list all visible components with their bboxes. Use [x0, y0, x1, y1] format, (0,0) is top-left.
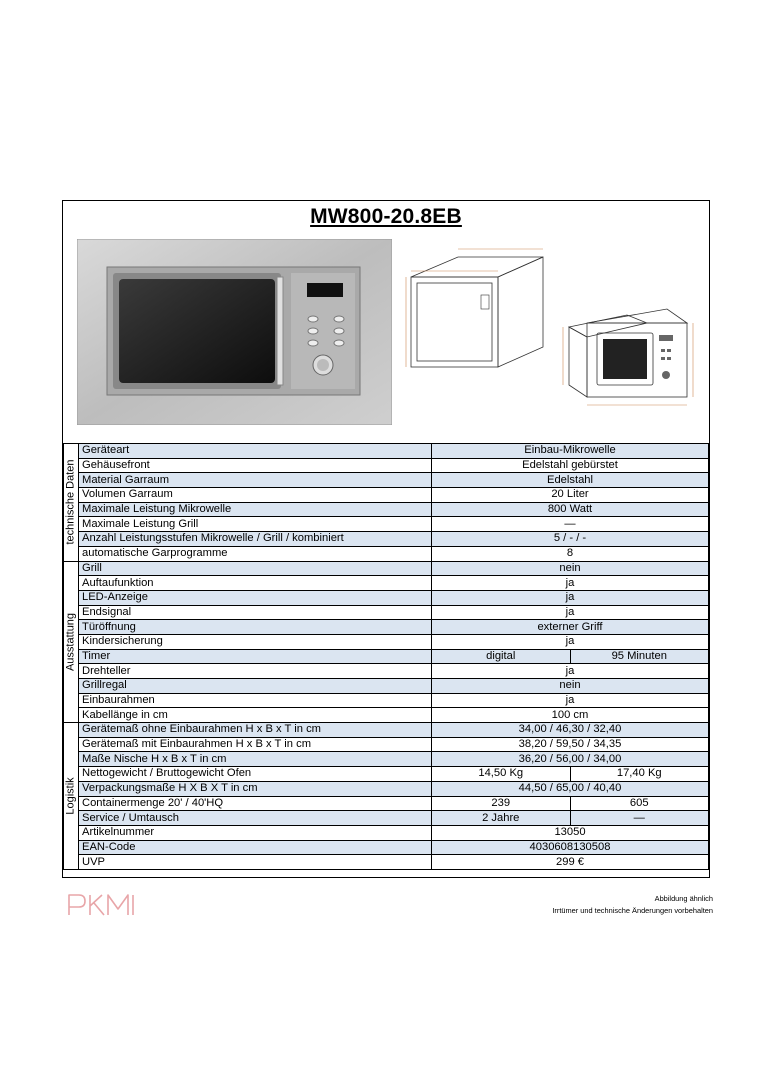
section-label-equipment: Ausstattung — [64, 561, 79, 723]
table-row — [64, 825, 709, 840]
table-row — [64, 458, 709, 473]
footer-note-image: Abbildung ähnlich — [654, 894, 713, 903]
table-row — [64, 576, 709, 591]
row-label: Service / Umtausch — [79, 811, 432, 826]
row-value-2: 605 — [570, 796, 709, 811]
table-row — [64, 532, 709, 547]
product-title: MW800-20.8EB — [310, 205, 462, 228]
footer-note-disclaimer: Irrtümer und technische Änderungen vorbehalten — [552, 906, 713, 915]
section-label-tech: technische Daten — [64, 444, 79, 562]
table-row — [64, 693, 709, 708]
row-label: Endsignal — [79, 605, 432, 620]
row-value-2: — — [570, 811, 709, 826]
row-label: Einbaurahmen — [79, 693, 432, 708]
row-label: Timer — [79, 649, 432, 664]
row-value: ja — [432, 693, 709, 708]
row-value: 34,00 / 46,30 / 32,40 — [432, 723, 709, 738]
row-label: LED-Anzeige — [79, 590, 432, 605]
niche-dimension-drawing — [403, 235, 553, 375]
spec-table — [63, 443, 709, 870]
row-label: Gerätemaß ohne Einbaurahmen H x B x T in cm — [79, 723, 432, 738]
section-label-logistics: Logistik — [64, 723, 79, 870]
row-label: Kabellänge in cm — [79, 708, 432, 723]
row-label: UVP — [79, 855, 432, 870]
row-value: 14,50 Kg — [432, 767, 571, 782]
row-value: 20 Liter — [432, 488, 709, 503]
row-value: 44,50 / 65,00 / 40,40 — [432, 781, 709, 796]
row-label: Artikelnummer — [79, 825, 432, 840]
row-value: nein — [432, 679, 709, 694]
footer-note — [552, 893, 713, 917]
row-value: 13050 — [432, 825, 709, 840]
row-value: 5 / - / - — [432, 532, 709, 547]
row-value: ja — [432, 590, 709, 605]
row-label: automatische Garprogramme — [79, 546, 432, 561]
table-row — [64, 488, 709, 503]
table-row — [64, 546, 709, 561]
row-label: Gerätemaß mit Einbaurahmen H x B x T in cm — [79, 737, 432, 752]
row-label: Maximale Leistung Grill — [79, 517, 432, 532]
table-row — [64, 649, 709, 664]
row-label: Kindersicherung — [79, 634, 432, 649]
row-label: Gehäusefront — [79, 458, 432, 473]
row-label: Türöffnung — [79, 620, 432, 635]
table-row — [64, 840, 709, 855]
row-label: Verpackungsmaße H X B X T in cm — [79, 781, 432, 796]
table-row — [64, 605, 709, 620]
table-row — [64, 855, 709, 870]
appliance-dimension-drawing — [557, 297, 707, 417]
row-label: Geräteart — [79, 444, 432, 459]
table-row — [64, 620, 709, 635]
row-value: 2 Jahre — [432, 811, 571, 826]
table-row — [64, 781, 709, 796]
row-label: EAN-Code — [79, 840, 432, 855]
pkm-logo — [66, 893, 138, 917]
row-value: ja — [432, 605, 709, 620]
table-row — [64, 444, 709, 459]
row-value: ja — [432, 634, 709, 649]
table-row — [64, 737, 709, 752]
table-row — [64, 796, 709, 811]
table-row — [64, 473, 709, 488]
row-value: 800 Watt — [432, 502, 709, 517]
table-row — [64, 590, 709, 605]
row-value: 100 cm — [432, 708, 709, 723]
table-row — [64, 502, 709, 517]
row-label: Maximale Leistung Mikrowelle — [79, 502, 432, 517]
row-value: 299 € — [432, 855, 709, 870]
table-row — [64, 517, 709, 532]
row-label: Auftaufunktion — [79, 576, 432, 591]
row-value: externer Griff — [432, 620, 709, 635]
row-value: Einbau-Mikrowelle — [432, 444, 709, 459]
table-row — [64, 723, 709, 738]
row-label: Maße Nische H x B x T in cm — [79, 752, 432, 767]
row-value: 36,20 / 56,00 / 34,00 — [432, 752, 709, 767]
row-label: Nettogewicht / Bruttogewicht Ofen — [79, 767, 432, 782]
row-value: 38,20 / 59,50 / 34,35 — [432, 737, 709, 752]
table-row — [64, 811, 709, 826]
row-label: Volumen Garraum — [79, 488, 432, 503]
row-label: Grillregal — [79, 679, 432, 694]
row-value: 4030608130508 — [432, 840, 709, 855]
datasheet — [62, 200, 710, 878]
row-value: Edelstahl — [432, 473, 709, 488]
table-row — [64, 679, 709, 694]
row-value: digital — [432, 649, 571, 664]
row-value: ja — [432, 576, 709, 591]
table-row — [64, 664, 709, 679]
table-row — [64, 708, 709, 723]
table-row — [64, 634, 709, 649]
row-label: Drehteller — [79, 664, 432, 679]
row-value: ja — [432, 664, 709, 679]
row-value-2: 17,40 Kg — [570, 767, 709, 782]
row-label: Grill — [79, 561, 432, 576]
row-value: 8 — [432, 546, 709, 561]
row-value: 239 — [432, 796, 571, 811]
table-row — [64, 767, 709, 782]
row-value: — — [432, 517, 709, 532]
table-row — [64, 752, 709, 767]
microwave-photo — [77, 239, 392, 425]
table-row — [64, 561, 709, 576]
row-label: Material Garraum — [79, 473, 432, 488]
row-label: Anzahl Leistungsstufen Mikrowelle / Grill / kombiniert — [79, 532, 432, 547]
row-value-2: 95 Minuten — [570, 649, 709, 664]
row-label: Containermenge 20' / 40'HQ — [79, 796, 432, 811]
row-value: nein — [432, 561, 709, 576]
row-value: Edelstahl gebürstet — [432, 458, 709, 473]
